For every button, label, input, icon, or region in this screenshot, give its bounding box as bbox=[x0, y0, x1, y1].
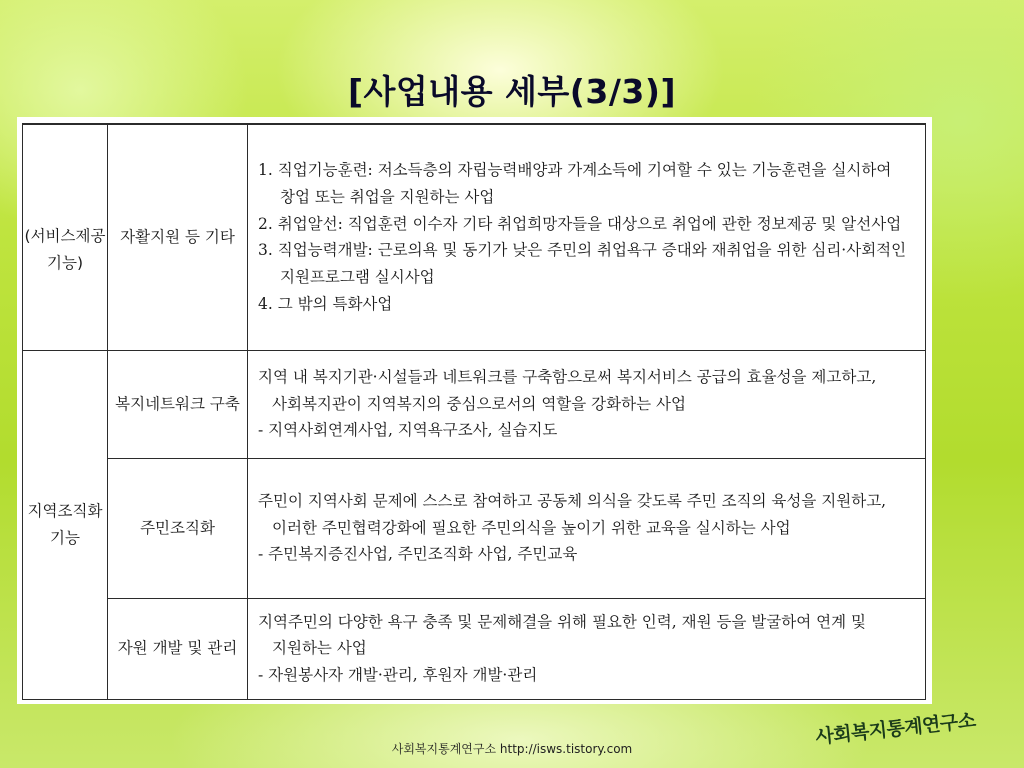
list-item: 4. 그 밖의 특화사업 bbox=[258, 294, 393, 313]
business-detail-table bbox=[22, 123, 926, 700]
desc-detail: - 자원봉사자 개발·관리, 후원자 개발·관리 bbox=[258, 665, 538, 684]
list-item: 2. 취업알선: 직업훈련 이수자 기타 취업희망자들을 대상으로 취업에 관한 정보제공 및 알선사업 bbox=[258, 214, 902, 233]
sub-cell-resource: 자원 개발 및 관리 bbox=[108, 598, 248, 699]
desc-cell-organizing bbox=[248, 458, 926, 598]
desc-text: 주민이 지역사회 문제에 스스로 참여하고 공동체 의식을 갖도록 주민 조직의 육성을 지원하고, 이러한 주민협력강화에 필요한 주민의식을 높이기 위한 교육을 실시하는 사업 bbox=[258, 492, 887, 537]
table-row bbox=[23, 350, 926, 458]
sub-cell-self-support: 자활지원 등 기타 bbox=[108, 124, 248, 350]
desc-cell-resource bbox=[248, 598, 926, 699]
self-support-list bbox=[258, 157, 916, 317]
footer-credit: 사회복지통계연구소 http://isws.tistory.com bbox=[391, 742, 633, 756]
footer-logo: 사회복지통계연구소 bbox=[814, 709, 977, 749]
desc-text: 지역 내 복지기관·시설들과 네트워크를 구축함으로써 복지서비스 공급의 효율성을 제고하고, 사회복지관이 지역복지의 중심으로서의 역할을 강화하는 사업 bbox=[258, 368, 877, 413]
list-item: 3. 직업능력개발: 근로의욕 및 동기가 낮은 주민의 취업욕구 증대와 재취업을 위한 심리·사회적인 지원프로그램 실시사업 bbox=[258, 241, 907, 286]
table-row bbox=[23, 458, 926, 598]
desc-detail: - 주민복지증진사업, 주민조직화 사업, 주민교육 bbox=[258, 545, 578, 564]
list-item: 1. 직업기능훈련: 저소득층의 자립능력배양과 가계소득에 기여할 수 있는 기능훈련을 실시하여 창업 또는 취업을 지원하는 사업 bbox=[258, 161, 892, 206]
desc-cell-self-support bbox=[248, 124, 926, 350]
table-row bbox=[23, 124, 926, 350]
business-detail-table-panel bbox=[17, 117, 932, 704]
area-cell-community: 지역조직화기능 bbox=[23, 350, 108, 699]
sub-cell-organizing: 주민조직화 bbox=[108, 458, 248, 598]
area-cell-service: (서비스제공기능) bbox=[23, 124, 108, 350]
desc-cell-network bbox=[248, 350, 926, 458]
sub-cell-network: 복지네트워크 구축 bbox=[108, 350, 248, 458]
slide-title: [사업내용 세부(3/3)] bbox=[347, 72, 677, 111]
table-row bbox=[23, 598, 926, 699]
desc-text: 지역주민의 다양한 욕구 충족 및 문제해결을 위해 필요한 인력, 재원 등을 발굴하여 연계 및 지원하는 사업 bbox=[258, 612, 867, 658]
desc-detail: - 지역사회연계사업, 지역욕구조사, 실습지도 bbox=[258, 421, 558, 440]
